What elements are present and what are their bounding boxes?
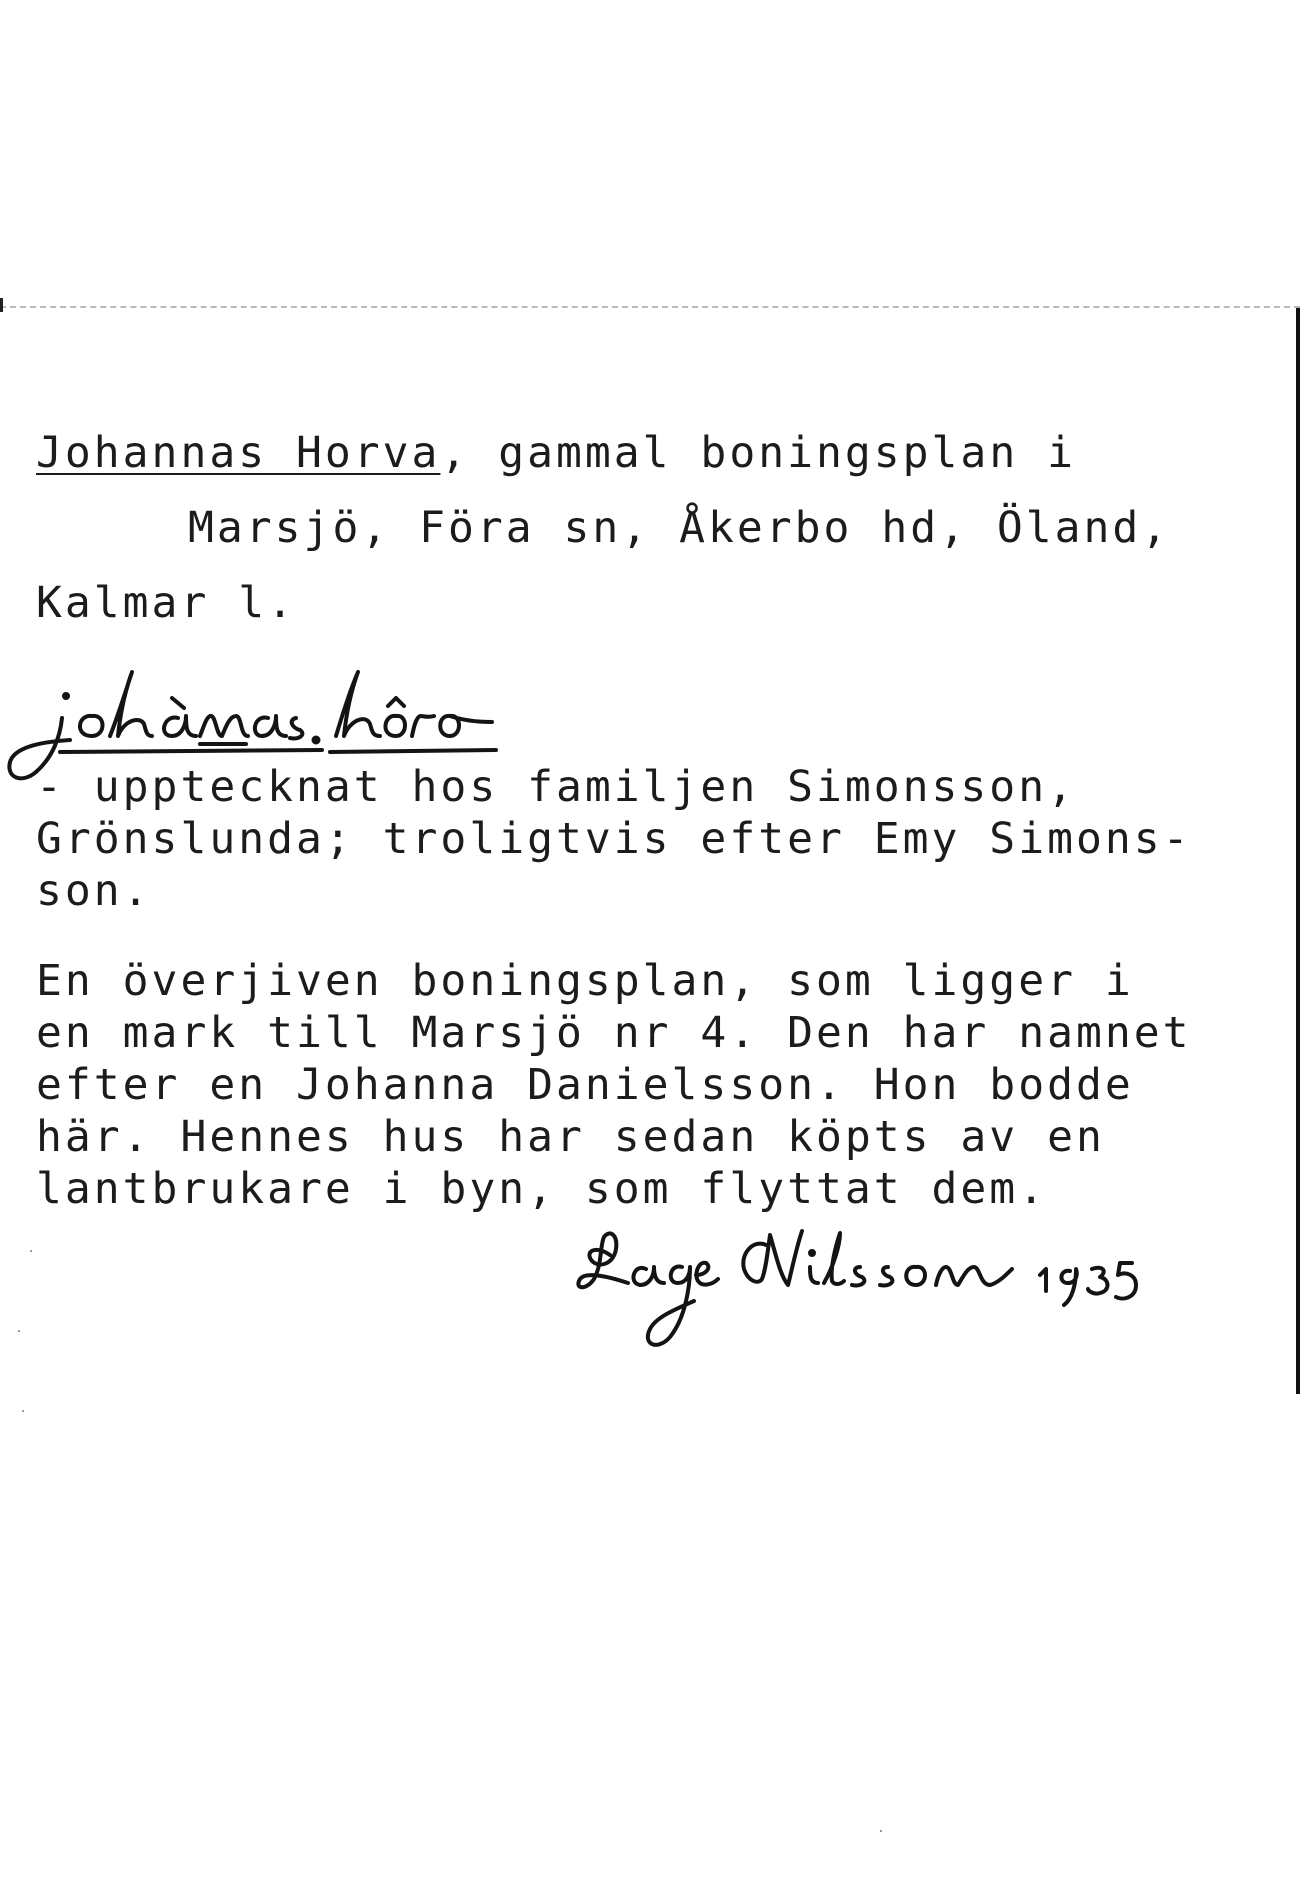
heading-line-2: Marsjö, Föra sn, Åkerbo hd, Öland,: [188, 503, 1171, 553]
heading-line-3: Kalmar l.: [36, 578, 296, 628]
description-line-3: efter en Johanna Danielsson. Hon bodde: [36, 1060, 1134, 1110]
card-right-edge: [1296, 308, 1300, 1394]
heading-rest: , gammal boningsplan i: [440, 428, 1076, 478]
card-top-edge: [0, 306, 1300, 308]
scan-speck: [18, 1330, 20, 1332]
handwritten-signature-drawing: [570, 1205, 1190, 1365]
scan-speck: [22, 1410, 24, 1412]
source-note-line-1: - upptecknat hos familjen Simonsson,: [36, 762, 1076, 812]
source-note-line-3: son.: [36, 866, 152, 916]
place-name: Johannas Horva: [36, 428, 441, 478]
left-margin-mark: [0, 298, 3, 312]
description-line-5: lantbrukare i byn, som flyttat dem.: [36, 1164, 1048, 1214]
source-note-line-2: Grönslunda; troligtvis efter Emy Simons-: [36, 814, 1192, 864]
description-line-4: här. Hennes hus har sedan köpts av en: [36, 1112, 1105, 1162]
scan-speck: [30, 1250, 32, 1252]
handwritten-signature: [570, 1205, 1190, 1369]
description-line-2: en mark till Marsjö nr 4. Den har namnet: [36, 1008, 1192, 1058]
description-line-1: En överjiven boningsplan, som ligger i: [36, 956, 1134, 1006]
heading-line-1: [36, 428, 1076, 478]
scan-speck: [880, 1830, 882, 1832]
